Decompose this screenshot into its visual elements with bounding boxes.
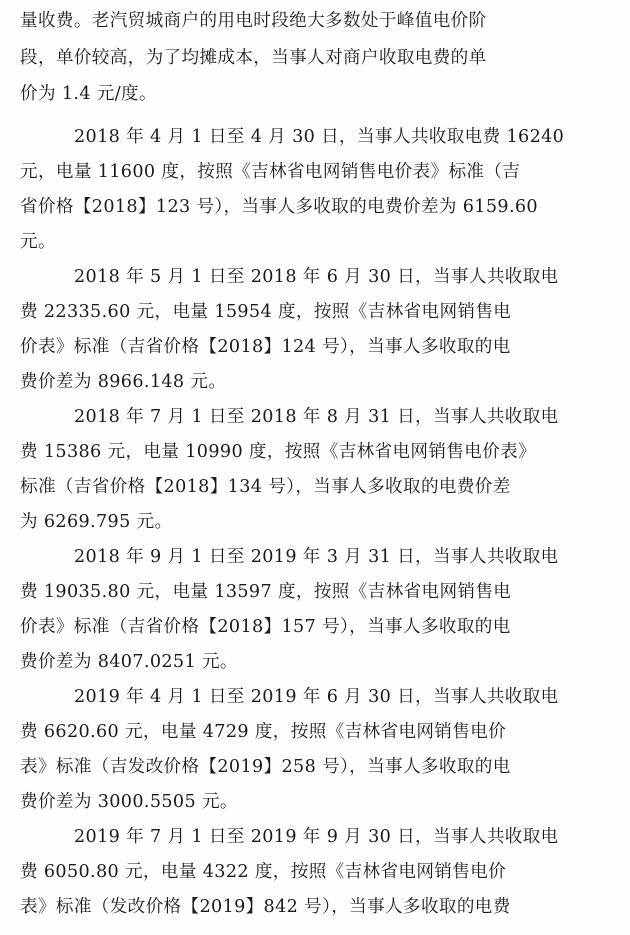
paragraph-first-line: 2019 年 7 月 1 日至 2019 年 9 月 30 日，当事人共收取电 <box>74 827 559 847</box>
body-text-line: 价为 1.4 元/度。 <box>20 84 157 104</box>
paragraph-first-line: 2018 年 7 月 1 日至 2018 年 8 月 31 日，当事人共收取电 <box>74 407 559 427</box>
paragraph-first-line: 2018 年 4 月 1 日至 4 月 30 日，当事人共收取电费 16240 <box>74 127 565 147</box>
body-text-line: 为 6269.795 元。 <box>20 512 173 532</box>
body-text-line: 费价差为 3000.5505 元。 <box>20 792 238 812</box>
body-text-line: 费 22335.60 元，电量 15954 度，按照《吉林省电网销售电 <box>20 302 512 322</box>
body-text-line: 费 15386 元，电量 10990 度，按照《吉林省电网销售电价表》 <box>20 442 537 462</box>
body-text-line: 省价格【2018】123 号），当事人多收取的电费价差为 6159.60 <box>20 197 538 217</box>
body-text-line: 费价差为 8407.0251 元。 <box>20 652 238 672</box>
paragraph-first-line: 2019 年 4 月 1 日至 2019 年 6 月 30 日，当事人共收取电 <box>74 687 559 707</box>
body-text-line: 标准（吉省价格【2018】134 号），当事人多收取的电费价差 <box>20 477 511 497</box>
body-text-line: 量收费。老汽贸城商户的用电时段绝大多数处于峰值电价阶 <box>20 11 487 31</box>
body-text-line: 费价差为 8966.148 元。 <box>20 372 227 392</box>
paragraph-first-line: 2018 年 5 月 1 日至 2018 年 6 月 30 日，当事人共收取电 <box>74 267 559 287</box>
body-text-line: 段，单价较高，为了均摊成本，当事人对商户收取电费的单 <box>20 48 487 68</box>
body-text-line: 价表》标准（吉省价格【2018】157 号），当事人多收取的电 <box>20 617 511 637</box>
body-text-line: 元。 <box>20 232 56 252</box>
paragraph-first-line: 2018 年 9 月 1 日至 2019 年 3 月 31 日，当事人共收取电 <box>74 547 559 567</box>
body-text-line: 费 19035.80 元，电量 13597 度，按照《吉林省电网销售电 <box>20 582 512 602</box>
body-text-line: 元，电量 11600 度，按照《吉林省电网销售电价表》标准（吉 <box>20 162 521 182</box>
body-text-line: 费 6050.80 元，电量 4322 度，按照《吉林省电网销售电价 <box>20 862 507 882</box>
body-text-line: 表》标准（吉发改价格【2019】258 号），当事人多收取的电 <box>20 757 511 777</box>
body-text-line: 价表》标准（吉省价格【2018】124 号），当事人多收取的电 <box>20 337 511 357</box>
body-text-line: 费 6620.60 元，电量 4729 度，按照《吉林省电网销售电价 <box>20 722 507 742</box>
body-text-line: 表》标准（发改价格【2019】842 号），当事人多收取的电费 <box>20 897 511 917</box>
